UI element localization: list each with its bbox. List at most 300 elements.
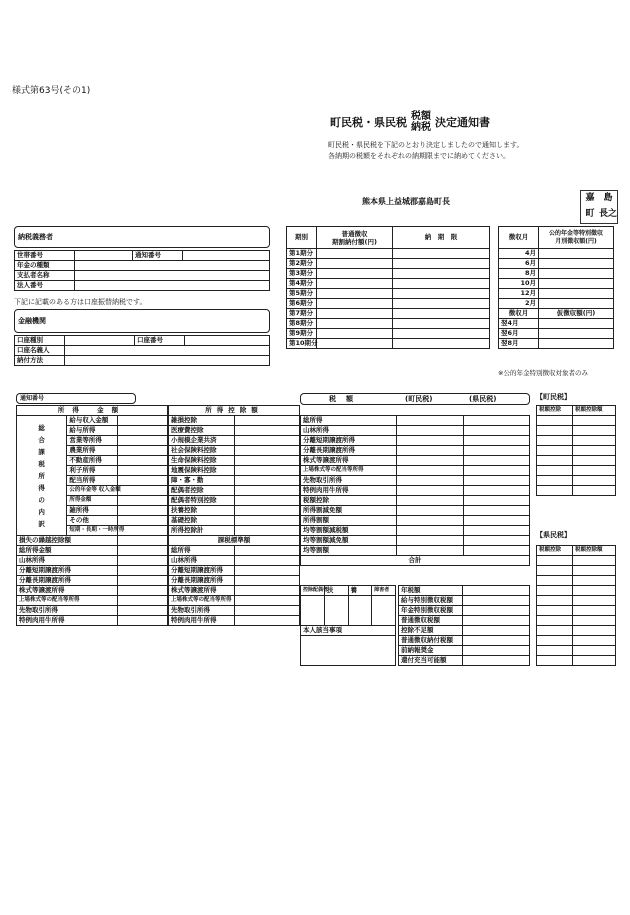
corp-no-label: 法人番号: [15, 281, 75, 291]
pension-amount: [539, 299, 614, 309]
income-value: [117, 506, 167, 516]
issuer: 熊本県上益城郡嘉島町長: [362, 197, 450, 206]
prov-amount: [539, 339, 614, 349]
deduction-row: 医療費控除: [169, 426, 235, 436]
bottom-income-row: 山林所得: [17, 556, 118, 566]
deduction-value: [234, 456, 300, 466]
summary-row: 還付充当可能額: [399, 656, 463, 666]
credit-cell: [537, 456, 573, 466]
deduction-row: 障・寡・勤: [169, 476, 235, 486]
income-head-char: 額: [111, 406, 127, 414]
page-title: [330, 111, 490, 133]
tax-town: [397, 476, 464, 486]
tax-town: [397, 426, 464, 436]
credit-cell: [537, 626, 573, 636]
pension-month: 4月: [499, 249, 539, 259]
taxable-row: 特例肉用牛所得: [169, 616, 235, 626]
periods-table: [286, 226, 490, 349]
taxpayer-label: 納税義務者: [18, 233, 53, 241]
person-head: 本人該当事項: [301, 626, 396, 636]
tax-row: 先物取引所得: [301, 476, 397, 486]
credit-cell: [537, 596, 573, 606]
tax-row: 分離短期譲渡所得: [301, 436, 397, 446]
income-row: 給与所得: [67, 426, 117, 436]
tax-row: 所得割額: [301, 516, 397, 526]
title-stack-top: 税額: [411, 111, 431, 122]
income-value: [117, 416, 167, 426]
tax-pref: [464, 466, 530, 476]
period-amount: [317, 259, 393, 269]
prov-month: 翌8月: [499, 339, 539, 349]
taxable-value: [234, 546, 300, 556]
tax-pref: [464, 476, 530, 486]
payment-method-label: 納付方法: [15, 356, 65, 366]
bottom-income-value: [117, 576, 167, 586]
taxable-value: [234, 566, 300, 576]
tax-town: [397, 516, 464, 526]
summary-value: [463, 656, 530, 666]
summary-value: [463, 636, 530, 646]
credit-cell: [537, 426, 573, 436]
summary-row: 年金特別徴収税額: [399, 606, 463, 616]
deduction-value: [234, 436, 300, 446]
pension-amount-head-2: 月別徴収額: [555, 237, 586, 245]
period-amount: [317, 319, 393, 329]
seal-stamp: [580, 190, 618, 224]
pension-amount-head: [539, 227, 614, 249]
period-deadline: [393, 319, 490, 329]
detail-notify-box: [16, 393, 136, 404]
summary-value: [463, 646, 530, 656]
tax-town: [397, 506, 464, 516]
income-value: [117, 526, 167, 536]
tax-town: [397, 416, 464, 426]
period-row: 第6期分: [287, 299, 317, 309]
credit-amount-head: 税額控除額: [573, 546, 616, 556]
period-deadline: [393, 299, 490, 309]
side-char: 税: [38, 459, 45, 468]
income-row: 所得金額: [67, 496, 117, 506]
deadline-head: 納 期 限: [393, 227, 490, 249]
deduction-value: [234, 466, 300, 476]
period-amount-head-2: 期割納付額: [332, 237, 365, 246]
credit-cell: [573, 596, 616, 606]
credit-cell: [573, 636, 616, 646]
credit-head: 税額控除: [537, 546, 573, 556]
tax-row: 上場株式等の配当等所得: [301, 466, 397, 476]
tax-pref: [464, 506, 530, 516]
taxable-row: 上場株式等の配当等所得: [169, 596, 235, 606]
summary-row: 普通徴収税額: [399, 616, 463, 626]
income-value: [117, 446, 167, 456]
deduction-row: 雑損控除: [169, 416, 235, 426]
summary-row: 給与特別徴収税額: [399, 596, 463, 606]
period-amount: [317, 329, 393, 339]
bottom-income-row: 上場株式等の配当等所得: [17, 596, 118, 606]
tax-town: [397, 446, 464, 456]
pension-amount: [539, 249, 614, 259]
pension-note: ※公的年金特別徴収対象者のみ: [498, 369, 588, 377]
credit-cell: [537, 446, 573, 456]
tax-row: 税額控除: [301, 496, 397, 506]
detail-notify-label: 通知番号: [20, 395, 45, 402]
tax-town: [397, 496, 464, 506]
credit-head: 税額控除: [537, 406, 573, 416]
deduction-row: 配偶者控除: [169, 486, 235, 496]
bottom-income-row: 特例肉用牛所得: [17, 616, 118, 626]
bottom-income-row: 株式等譲渡所得: [17, 586, 118, 596]
tax-row: 山林所得: [301, 426, 397, 436]
taxable-row: 先物取引所得: [169, 606, 235, 616]
bank-box: [14, 309, 270, 333]
pension-month: 6月: [499, 259, 539, 269]
tax-head-char: 税: [329, 395, 346, 403]
tax-pref: [464, 446, 530, 456]
seal-char: 長之: [599, 209, 618, 219]
pension-label: 公的年金等: [69, 487, 97, 493]
taxable-row: 分離短期譲渡所得: [169, 566, 235, 576]
bottom-income-value: [117, 616, 167, 626]
deps-cell: [324, 596, 348, 626]
period-row: 第3期分: [287, 269, 317, 279]
credit-cell: [537, 656, 573, 666]
side-char: 訳: [38, 519, 45, 528]
bottom-income-value: [117, 606, 167, 616]
dependents-table: [300, 585, 396, 666]
tax-town: [397, 546, 464, 556]
seal-char: 島: [603, 193, 613, 203]
pension-amount: [539, 279, 614, 289]
period-row: 第4期分: [287, 279, 317, 289]
form-number: 様式第63号(その1): [12, 86, 91, 96]
pension-month: 10月: [499, 279, 539, 289]
total-row: 合計: [301, 556, 530, 566]
tax-pref: [464, 546, 530, 556]
pension-month: 12月: [499, 289, 539, 299]
ded-head-char: 所: [205, 406, 217, 414]
income-row: その他: [67, 516, 117, 526]
credit-cell: [573, 416, 616, 426]
deduction-head: [169, 406, 300, 416]
summary-value: [463, 606, 530, 616]
period-row: 第1期分: [287, 249, 317, 259]
pension-amount-head-1: 公的年金等特別徴収: [548, 229, 603, 237]
credit-cell: [573, 466, 616, 476]
credit-cell: [573, 626, 616, 636]
payer-name-label: 支払者名称: [15, 271, 75, 281]
period-row: 第10期分: [287, 339, 317, 349]
taxable-value: [234, 616, 300, 626]
bank-table: [14, 335, 270, 366]
credit-cell: [573, 486, 616, 496]
income-value: [117, 456, 167, 466]
pension-month: 2月: [499, 299, 539, 309]
bottom-income-value: [117, 556, 167, 566]
taxpayer-table: [14, 250, 270, 291]
tax-head-town: (町民税): [405, 395, 433, 403]
credit-cell: [537, 586, 573, 596]
tax-head-pref: (県民税): [469, 395, 497, 403]
summary-value: [463, 596, 530, 606]
tax-town: [397, 536, 464, 546]
period-head: 期別: [287, 227, 317, 249]
payer-name-value: [75, 271, 270, 281]
bottom-income-value: [117, 566, 167, 576]
deduction-value: [234, 476, 300, 486]
income-head-char: 得: [72, 406, 87, 414]
household-no-label: 世帯番号: [15, 251, 75, 261]
period-amount: [317, 289, 393, 299]
notify-no-value: [183, 251, 270, 261]
period-amount-head: [317, 227, 393, 249]
prov-month: 翌4月: [499, 319, 539, 329]
tax-pref: [464, 456, 530, 466]
seal-char: 町: [585, 209, 595, 219]
taxable-value: [234, 596, 300, 606]
income-value: [117, 436, 167, 446]
income-row: 利子所得: [67, 466, 117, 476]
income-value: [117, 466, 167, 476]
income-row: 雑所得: [67, 506, 117, 516]
period-amount-head-1: 普通徴収: [341, 229, 368, 238]
deduction-row: 配偶者特別控除: [169, 496, 235, 506]
household-no-value: [75, 251, 133, 261]
pension-table: [498, 226, 614, 349]
taxable-row: 株式等譲渡所得: [169, 586, 235, 596]
deduction-value: [234, 526, 300, 536]
deduction-value: [234, 506, 300, 516]
period-row: 第9期分: [287, 329, 317, 339]
deduction-value: [234, 416, 300, 426]
income-row: 配当所得: [67, 476, 117, 486]
period-amount: [317, 269, 393, 279]
prov-month: 翌6月: [499, 329, 539, 339]
prov-amount: [539, 329, 614, 339]
pension-unit: (円): [585, 237, 597, 245]
taxable-row: 山林所得: [169, 556, 235, 566]
title-stack-bottom: 納税: [411, 122, 431, 133]
period-row: 第8期分: [287, 319, 317, 329]
person-cell: [301, 636, 396, 666]
credit-amount-head: 税額控除額: [573, 406, 616, 416]
tax-row: 株式等譲渡所得: [301, 456, 397, 466]
tax-pref: [464, 416, 530, 426]
bottom-income-value: [117, 586, 167, 596]
credit-cell: [537, 606, 573, 616]
credit-cell: [573, 436, 616, 446]
credit-cell: [537, 416, 573, 426]
credit-cell: [573, 476, 616, 486]
income-side-label: [17, 416, 67, 536]
taxable-row: 分離長期譲渡所得: [169, 576, 235, 586]
deps-disabled: 障害者: [372, 586, 396, 596]
pension-amount: [539, 259, 614, 269]
taxable-value: [234, 586, 300, 596]
loss-value: [117, 536, 167, 546]
income-head: [17, 406, 168, 416]
prov-unit: (円): [582, 309, 596, 317]
income-value: [117, 476, 167, 486]
credit-cell: [537, 576, 573, 586]
deduction-table: [168, 405, 300, 626]
tax-row: 均等割額: [301, 546, 397, 556]
bottom-income-row: 分離長期譲渡所得: [17, 576, 118, 586]
period-amount: [317, 309, 393, 319]
credit-cell: [573, 556, 616, 566]
account-no-label: 口座番号: [135, 336, 185, 346]
town-credit-table: [536, 405, 616, 496]
summary-row: 控除不足額: [399, 626, 463, 636]
account-type-value: [65, 336, 135, 346]
summary-value: [463, 626, 530, 636]
credit-cell: [573, 426, 616, 436]
summary-value: [463, 616, 530, 626]
period-amount: [317, 339, 393, 349]
tax-pref: [464, 496, 530, 506]
period-deadline: [393, 309, 490, 319]
income-value: [117, 426, 167, 436]
account-note: 下記に記載のある方は口座振替納税です。: [14, 298, 147, 306]
taxpayer-box: [14, 226, 270, 248]
pension-type-value: [75, 261, 270, 271]
tax-row: 総所得: [301, 416, 397, 426]
income-row: 給与収入金額: [67, 416, 117, 426]
credit-cell: [537, 646, 573, 656]
pref-credit-table: [536, 545, 616, 666]
income-row: 短期・長期・一時所得: [67, 526, 117, 536]
tax-row: 分離長期譲渡所得: [301, 446, 397, 456]
pension-month: 8月: [499, 269, 539, 279]
notice-line-1: 町民税・県民税を下記のとおり決定しましたので通知します。: [328, 141, 524, 149]
period-row: 第2期分: [287, 259, 317, 269]
tax-pref: [464, 486, 530, 496]
corp-no-value: [75, 281, 270, 291]
deduction-value: [234, 446, 300, 456]
side-char: 内: [38, 507, 45, 516]
pension-month-head: 徴収月: [499, 227, 539, 249]
bottom-income-value: [117, 546, 167, 556]
town-label: 【町民税】: [536, 393, 571, 401]
tax-table: [300, 415, 530, 566]
credit-cell: [573, 566, 616, 576]
prov-amount: [539, 319, 614, 329]
credit-cell: [537, 566, 573, 576]
period-deadline: [393, 279, 490, 289]
credit-cell: [573, 456, 616, 466]
period-deadline: [393, 339, 490, 349]
loss-row: 損失の繰越控除額: [17, 536, 118, 546]
deduction-row: 所得控除計: [169, 526, 235, 536]
credit-cell: [573, 446, 616, 456]
tax-head-box: [300, 393, 530, 405]
income-value: [117, 516, 167, 526]
credit-cell: [537, 556, 573, 566]
deps-support2: 養: [348, 586, 372, 596]
bottom-income-row: 先物取引所得: [17, 606, 118, 616]
deduction-row: 地震保険料控除: [169, 466, 235, 476]
period-unit: (円): [364, 237, 377, 246]
summary-row: 普通徴収納付税額: [399, 636, 463, 646]
seal-char: 嘉: [585, 193, 595, 203]
side-char: 合: [38, 435, 45, 444]
credit-cell: [537, 486, 573, 496]
income-value: [117, 486, 167, 496]
taxable-value: [234, 576, 300, 586]
notice-line-2: 各納期の税額をそれぞれの納期限までに納めてください。: [328, 152, 510, 160]
side-char: 課: [38, 447, 45, 456]
tax-town: [397, 526, 464, 536]
income-row: 営業等所得: [67, 436, 117, 446]
prov-month-head: 徴収月: [499, 309, 539, 319]
deps-support: 扶: [324, 586, 348, 596]
prov-amount-head-label: 仮徴収額: [556, 309, 583, 317]
bottom-income-row: 総所得金額: [17, 546, 118, 556]
credit-cell: [537, 636, 573, 646]
period-deadline: [393, 329, 490, 339]
account-holder-label: 口座名義人: [15, 346, 65, 356]
title-right: 決定通知書: [435, 116, 490, 129]
account-no-value: [185, 336, 270, 346]
tax-pref: [464, 436, 530, 446]
deps-spouse: 控除配偶者: [301, 586, 325, 596]
credit-cell: [537, 436, 573, 446]
side-char: 総: [38, 423, 45, 432]
bank-label: 金融機関: [18, 317, 46, 325]
income-row: 農業所得: [67, 446, 117, 456]
side-char: 得: [38, 483, 45, 492]
period-deadline: [393, 289, 490, 299]
deduction-row: 基礎控除: [169, 516, 235, 526]
deps-cell: [348, 596, 372, 626]
side-char: 所: [38, 471, 45, 480]
pension-type-label: 年金の種類: [15, 261, 75, 271]
account-type-label: 口座種別: [15, 336, 65, 346]
tax-town: [397, 456, 464, 466]
credit-cell: [573, 576, 616, 586]
taxable-row: 総所得: [169, 546, 235, 556]
income-table: [16, 405, 168, 626]
tax-town: [397, 466, 464, 476]
taxable-value: [234, 556, 300, 566]
credit-cell: [537, 466, 573, 476]
summary-row: 前納報奨金: [399, 646, 463, 656]
title-stack: [411, 111, 431, 133]
credit-cell: [573, 616, 616, 626]
tax-town: [397, 486, 464, 496]
period-deadline: [393, 259, 490, 269]
pref-label: 【県民税】: [536, 531, 571, 539]
pension-income-label: 収入金額: [98, 487, 121, 493]
income-row: 不動産所得: [67, 456, 117, 466]
payment-method-value: [65, 356, 270, 366]
deduction-value: [234, 486, 300, 496]
ded-head-char: 除: [239, 406, 252, 414]
side-char: の: [38, 495, 45, 504]
tax-pref: [464, 516, 530, 526]
tax-head-char: 額: [346, 395, 363, 403]
deps-cell: [301, 596, 325, 626]
deduction-row: 小規模企業共済: [169, 436, 235, 446]
tax-row: 均等割額減税額: [301, 526, 397, 536]
period-amount: [317, 279, 393, 289]
ded-head-char: 額: [251, 406, 263, 414]
summary-table: [398, 585, 530, 666]
tax-pref: [464, 426, 530, 436]
deduction-value: [234, 516, 300, 526]
deps-cell: [372, 596, 396, 626]
bottom-income-value: [117, 596, 167, 606]
deduction-value: [234, 426, 300, 436]
